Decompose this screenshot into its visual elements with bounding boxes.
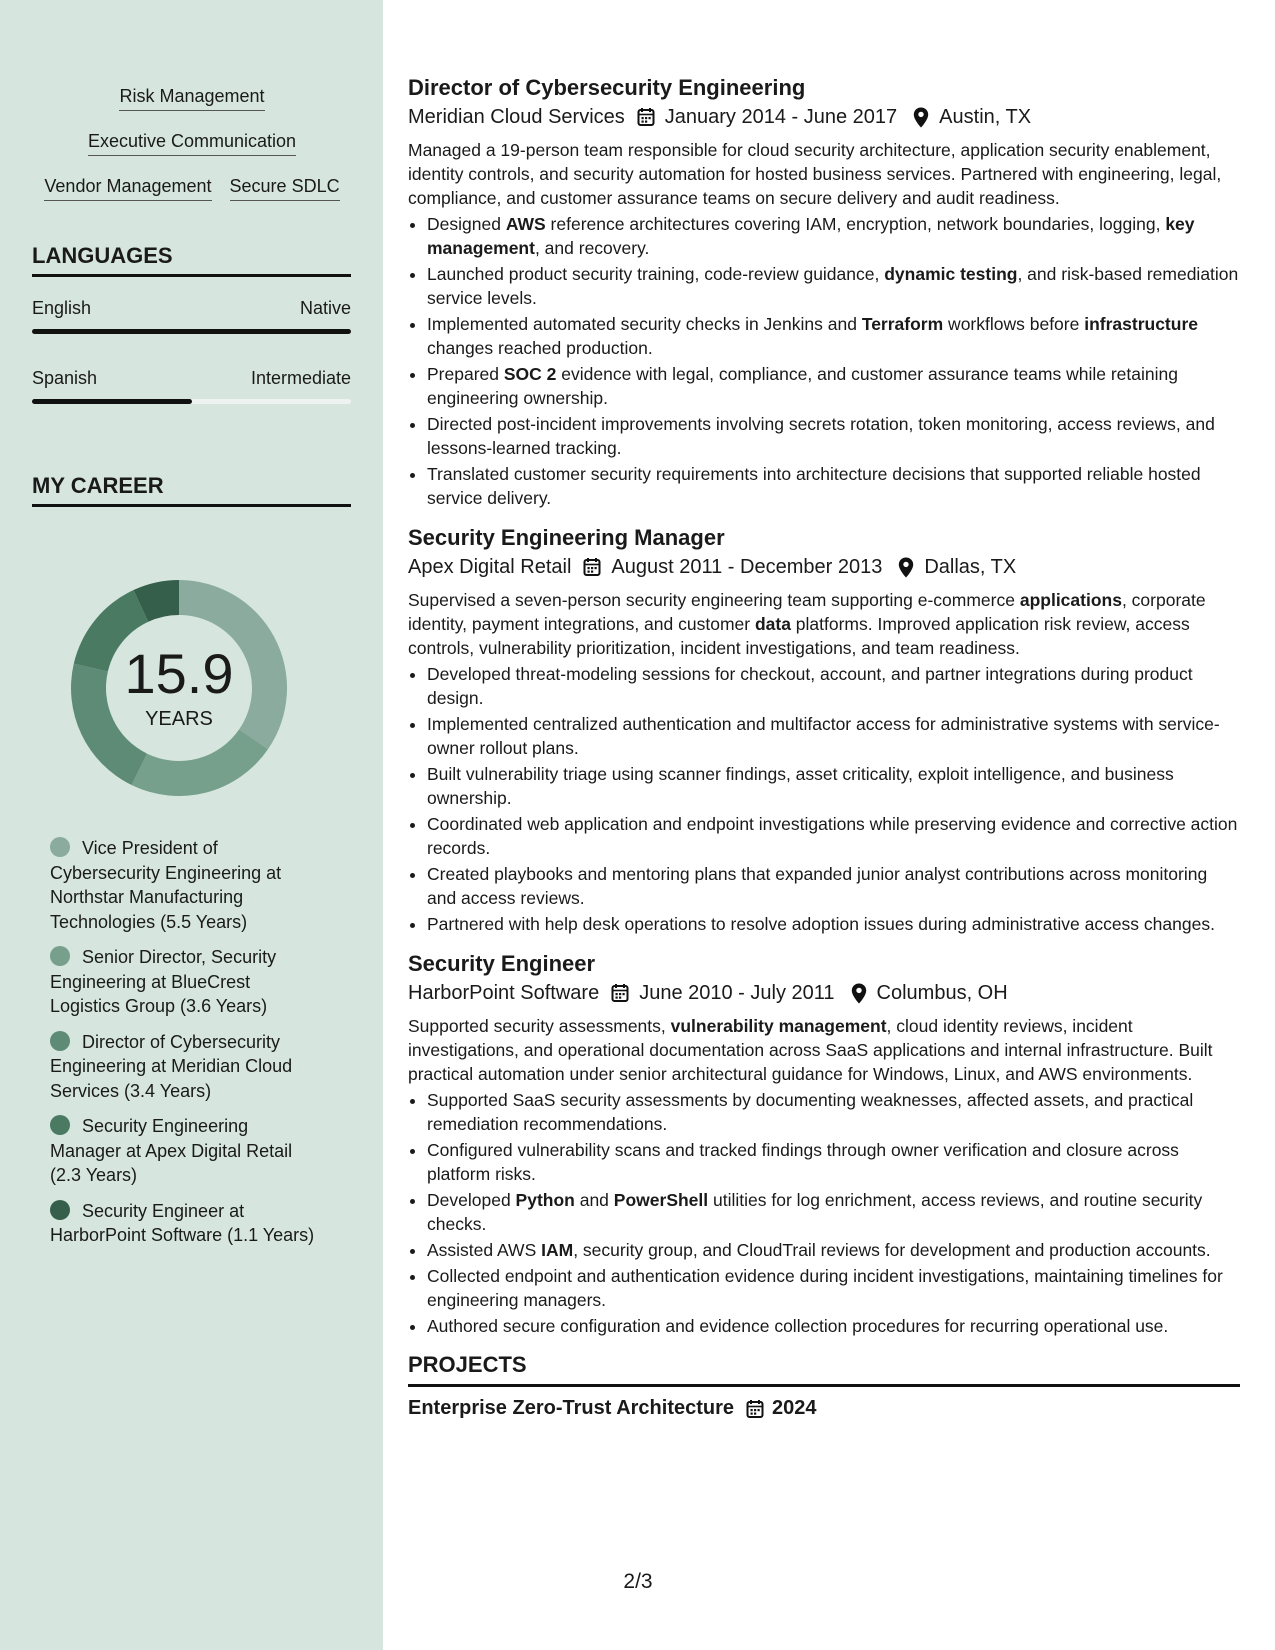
- text-run: , cloud identity reviews, incident investigations, and operational documentation across SaaS applications and internal infrastructure. Built practical automation under senior architectural guidance for Windows, Linux, and AWS environments.: [408, 1016, 1213, 1084]
- job-dates: January 2014 - June 2017: [664, 106, 898, 128]
- text-run: , security group, and CloudTrail reviews for development and production accounts.: [573, 1240, 1211, 1260]
- legend-dot: [50, 837, 70, 857]
- career-total-unit: YEARS: [145, 707, 213, 730]
- job-meta: [408, 978, 1240, 1008]
- career-total-years: 15.9: [124, 641, 234, 705]
- bold-keyword: AWS: [505, 214, 546, 234]
- job-bullet: [427, 312, 1240, 360]
- job-dates: August 2011 - December 2013: [611, 556, 883, 578]
- language-item-spanish: [32, 368, 351, 404]
- job-dates: June 2010 - July 2011: [639, 982, 835, 1004]
- text-run: Configured vulnerability scans and tracked findings through owner verification and closure across platform risks.: [427, 1140, 1179, 1184]
- bold-keyword: vulnerability management: [670, 1016, 887, 1036]
- job-bullet: [427, 362, 1240, 410]
- bold-keyword: dynamic testing: [884, 264, 1018, 284]
- job-entry: [408, 950, 1240, 1338]
- job-bullet: [427, 212, 1240, 260]
- legend-dot: [50, 946, 70, 966]
- bold-keyword: applications: [1019, 590, 1122, 610]
- location-pin-icon: [851, 983, 867, 1004]
- career-legend-text: Security Engineer at HarborPoint Software (1.1 Years): [50, 1200, 315, 1245]
- career-legend: [50, 836, 320, 1259]
- bold-keyword: data: [754, 614, 791, 634]
- language-level: Intermediate: [250, 368, 351, 388]
- calendar-icon: [746, 1399, 764, 1419]
- job-company: Apex Digital Retail: [408, 556, 572, 578]
- job-meta: [408, 102, 1240, 132]
- job-bullets: [408, 212, 1240, 510]
- job-bullet: [427, 1088, 1240, 1136]
- project-item: [408, 1397, 1240, 1420]
- skill-tag: Vendor Management: [44, 176, 211, 201]
- job-company: Meridian Cloud Services: [408, 106, 625, 128]
- text-run: Launched product security training, code-review guidance,: [427, 264, 885, 284]
- text-run: Developed: [427, 1190, 516, 1210]
- job-bullets: [408, 662, 1240, 936]
- legend-dot: [50, 1115, 70, 1135]
- text-run: , and risk-based remediation service levels.: [427, 264, 1239, 308]
- job-title: Security Engineering Manager: [408, 525, 725, 550]
- job-bullets: [408, 1088, 1240, 1338]
- job-bullet: [427, 1188, 1240, 1236]
- text-run: Created playbooks and mentoring plans that expanded junior analyst contributions across monitoring and access reviews.: [427, 864, 1208, 908]
- experience-list: [408, 74, 1240, 1338]
- career-legend-text: Security Engineering Manager at Apex Digital Retail (2.3 Years): [50, 1116, 293, 1185]
- skill-tag: Secure SDLC: [230, 176, 340, 201]
- career-legend-text: Senior Director, Security Engineering at BlueCrest Logistics Group (3.6 Years): [50, 947, 277, 1016]
- legend-dot: [50, 1031, 70, 1051]
- job-entry: [408, 524, 1240, 936]
- job-bullet: [427, 1314, 1240, 1338]
- job-location: Dallas, TX: [924, 556, 1017, 578]
- job-company: HarborPoint Software: [408, 982, 600, 1004]
- project-name: Enterprise Zero-Trust Architecture: [408, 1397, 735, 1419]
- text-run: Supported security assessments,: [408, 1016, 671, 1036]
- sidebar: [0, 0, 383, 1650]
- career-legend-text: Director of Cybersecurity Engineering at Meridian Cloud Services (3.4 Years): [50, 1031, 293, 1101]
- text-run: Assisted AWS: [427, 1240, 542, 1260]
- language-level-fill: [32, 329, 351, 334]
- language-level-bar: [32, 399, 351, 404]
- career-legend-item: [50, 1199, 320, 1248]
- text-run: Translated customer security requirements into architecture decisions that supported reliable hosted service delivery.: [427, 464, 1201, 508]
- text-run: Designed: [427, 214, 506, 234]
- job-bullet: [427, 412, 1240, 460]
- text-run: Implemented centralized authentication and multifactor access for administrative systems with service-owner rollout plans.: [427, 714, 1220, 758]
- text-run: Developed threat-modeling sessions for checkout, account, and partner integrations during product design.: [427, 664, 1193, 708]
- job-entry: [408, 74, 1240, 510]
- career-legend-item: [50, 1030, 320, 1104]
- job-location: Columbus, OH: [876, 982, 1008, 1004]
- text-run: evidence with legal, compliance, and customer assurance teams while retaining engineering ownership.: [427, 364, 1178, 408]
- career-legend-item: [50, 836, 320, 934]
- skill-tag: Risk Management: [119, 86, 264, 111]
- main-content: [408, 74, 1240, 1420]
- page-number: 2/3: [623, 1570, 653, 1593]
- job-bullet: [427, 712, 1240, 760]
- job-bullet: [427, 862, 1240, 910]
- skill-row: [32, 176, 352, 221]
- skill-row: [32, 131, 352, 176]
- skill-tag: Executive Communication: [88, 131, 296, 156]
- language-level: Native: [299, 298, 351, 318]
- career-heading: MY CAREER: [32, 473, 351, 507]
- job-bullet: [427, 1138, 1240, 1186]
- calendar-icon: [583, 557, 601, 577]
- project-year: 2024: [772, 1397, 817, 1419]
- career-legend-item: [50, 1114, 320, 1188]
- text-run: platforms. Improved application risk review, access controls, vulnerability prioritization, incident investigations, and team readiness.: [408, 614, 1190, 658]
- bold-keyword: IAM: [541, 1240, 574, 1260]
- text-run: workflows before: [943, 314, 1085, 334]
- bold-keyword: Python: [515, 1190, 575, 1210]
- job-meta: [408, 552, 1240, 582]
- text-run: Implemented automated security checks in Jenkins and: [427, 314, 862, 334]
- career-legend-item: [50, 945, 320, 1019]
- bold-keyword: infrastructure: [1084, 314, 1198, 334]
- text-run: Supervised a seven-person security engineering team supporting e-commerce: [408, 590, 1020, 610]
- text-run: Prepared: [427, 364, 504, 384]
- language-item-english: [32, 298, 351, 334]
- job-bullet: [427, 1238, 1240, 1262]
- job-bullet: [427, 262, 1240, 310]
- job-summary: [408, 588, 1240, 660]
- job-title: Security Engineer: [408, 951, 596, 976]
- bold-keyword: SOC 2: [503, 364, 557, 384]
- job-bullet: [427, 462, 1240, 510]
- job-summary: Managed a 19-person team responsible for cloud security architecture, application security enablement, identity controls, and security automation for hosted business services. Partnered with engineering, legal, compliance, and customer assurance teams on secure delivery and audit readiness.: [408, 140, 1222, 208]
- language-level-fill: [32, 399, 192, 404]
- location-pin-icon: [898, 557, 914, 578]
- job-bullet: [427, 812, 1240, 860]
- language-level-bar: [32, 329, 351, 334]
- job-bullet: [427, 1264, 1240, 1312]
- text-run: , corporate identity, payment integrations, and customer: [408, 590, 1206, 634]
- text-run: Collected endpoint and authentication evidence during incident investigations, maintaining timelines for engineering managers.: [427, 1266, 1223, 1310]
- text-run: utilities for log enrichment, access reviews, and routine security checks.: [427, 1190, 1203, 1234]
- languages-heading: LANGUAGES: [32, 243, 351, 277]
- projects-heading: PROJECTS: [408, 1352, 1240, 1387]
- text-run: Supported SaaS security assessments by documenting weaknesses, affected assets, and practical remediation recommendations.: [427, 1090, 1194, 1134]
- job-summary: [408, 1014, 1240, 1086]
- career-donut-chart: [65, 574, 293, 802]
- calendar-icon: [637, 107, 655, 127]
- text-run: changes reached production.: [427, 338, 653, 358]
- job-location: Austin, TX: [939, 106, 1032, 128]
- job-title: Director of Cybersecurity Engineering: [408, 75, 806, 100]
- career-legend-text: Vice President of Cybersecurity Engineering at Northstar Manufacturing Technologies (5.5 Years): [50, 838, 282, 932]
- legend-dot: [50, 1200, 70, 1220]
- language-name: Spanish: [32, 368, 98, 388]
- skill-row: [32, 86, 352, 131]
- text-run: reference architectures covering IAM, encryption, network boundaries, logging,: [545, 214, 1166, 234]
- text-run: Partnered with help desk operations to resolve adoption issues during administrative access changes.: [427, 914, 1215, 934]
- text-run: Coordinated web application and endpoint investigations while preserving evidence and corrective action records.: [427, 814, 1238, 858]
- skills-list: [32, 86, 352, 221]
- job-bullet: [427, 912, 1240, 936]
- text-run: , and recovery.: [534, 238, 650, 258]
- job-bullet: [427, 762, 1240, 810]
- location-pin-icon: [913, 107, 929, 128]
- text-run: Directed post-incident improvements involving secrets rotation, token monitoring, access reviews, and lessons-learned tracking.: [427, 414, 1215, 458]
- bold-keyword: PowerShell: [613, 1190, 709, 1210]
- career-total: [65, 574, 293, 802]
- text-run: Authored secure configuration and evidence collection procedures for recurring operational use.: [427, 1316, 1169, 1336]
- text-run: Built vulnerability triage using scanner findings, asset criticality, exploit intelligence, and business ownership.: [427, 764, 1174, 808]
- calendar-icon: [611, 983, 629, 1003]
- job-bullet: [427, 662, 1240, 710]
- text-run: and: [574, 1190, 614, 1210]
- language-name: English: [32, 298, 92, 318]
- bold-keyword: key management: [427, 214, 1195, 258]
- bold-keyword: Terraform: [861, 314, 944, 334]
